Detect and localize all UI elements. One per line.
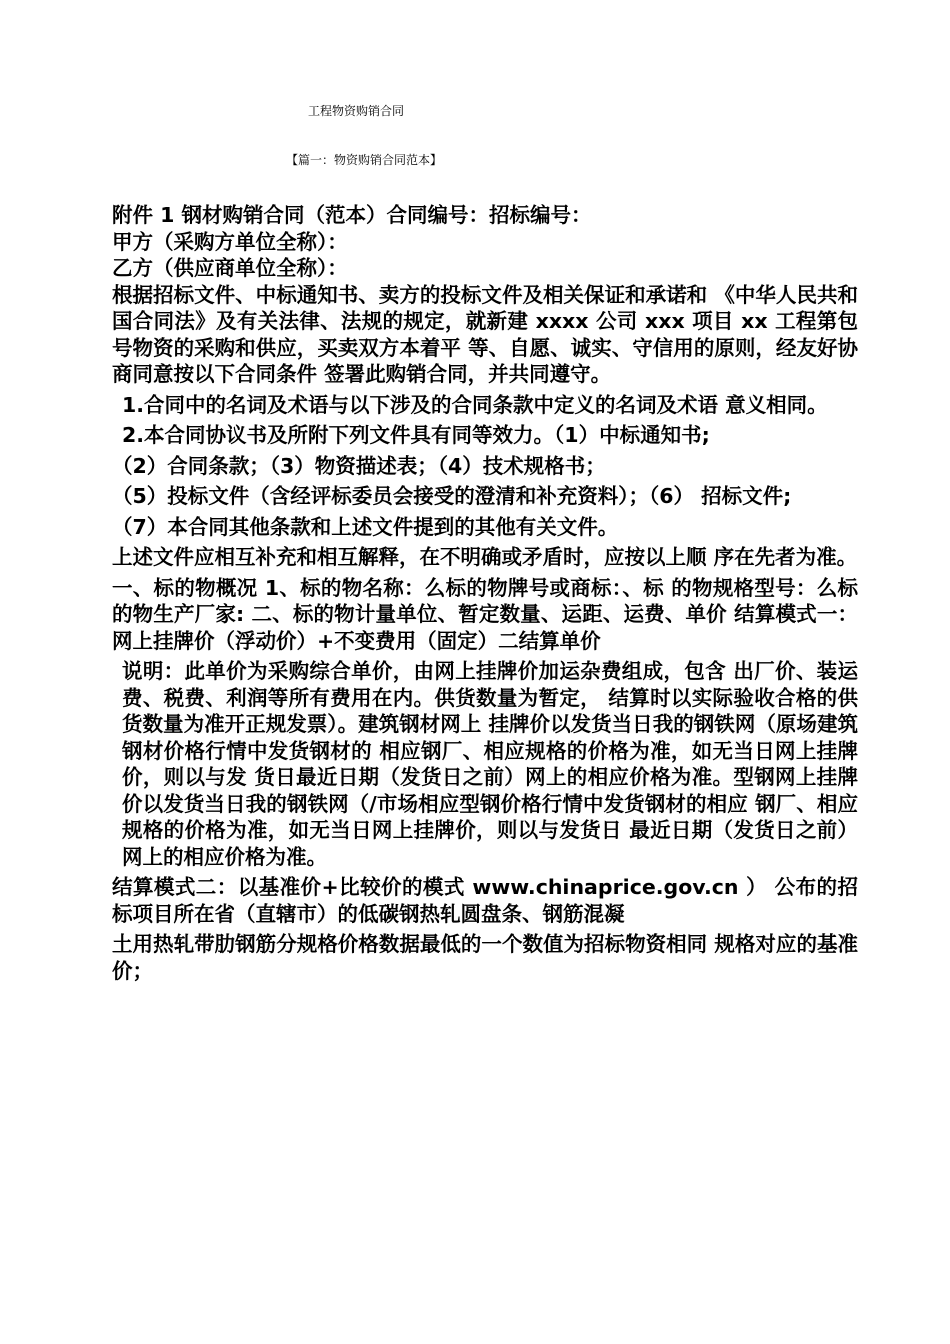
document-list-line-3: （5）投标文件（含经评标委员会接受的澄清和补充资料）；（6） 招标文件; bbox=[112, 484, 792, 508]
party-b-line: 乙方（供应商单位全称）： bbox=[112, 256, 348, 280]
party-a-line: 甲方（采购方单位全称）： bbox=[112, 229, 348, 254]
document-body bbox=[112, 202, 858, 988]
contract-number-line: 附件 1 钢材购销合同（范本）合同编号：招标编号： bbox=[112, 203, 592, 227]
preamble-paragraph: 根据招标文件、中标通知书、卖方的投标文件及相关保证和承诺和 《中华人民共和国合同法》及有关法律、法规的规定，就新建 xxxx 公司 xxx 项目 xx 工程第包号物资的采购和供应，买卖双方本着平 等、自愿、诚实、守信用的原则，经友好协商同意按以下合同条件 签署此购销合同，并共同遵守。 bbox=[112, 282, 858, 386]
document-list-line-2: （2）合同条款；（3）物资描述表；（4）技术规格书； bbox=[112, 453, 606, 478]
clause-2-paragraph: 2.本合同协议书及所附下列文件具有同等效力。（1）中标通知书; bbox=[122, 423, 710, 447]
explanation-paragraph: 说明：此单价为采购综合单价，由网上挂牌价加运杂费组成，包含 出厂价、装运费、税费、利润等所有费用在内。供货数量为暂定， 结算时以实际验收合格的供货数量为准开正规发票）。建筑钢材网上 挂牌价以发货当日我的钢铁网（原场建筑钢材价格行情中发货钢材的 相应钢厂、相应规格的价格为准，如无当日网上挂牌价，则以与发 货日最近日期（发货日之前）网上的相应价格为准。型钢网上挂牌 价以发货当日我的钢铁网（/市场相应型钢价格行情中发货钢材的相应 钢厂、相应规格的价格为准，如无当日网上挂牌价，则以与发货日 最近日期（发货日之前）网上的相应价格为准。 bbox=[122, 659, 858, 869]
document-title: 工程物资购销合同 bbox=[308, 104, 405, 118]
settlement-mode-2-paragraph: 结算模式二：以基准价+比较价的模式 www.chinaprice.gov.cn ） 公布的招标项目所在省（直辖市）的低碳钢热轧圆盘条、钢筋混凝 bbox=[112, 875, 858, 926]
document-list-line-4: （7）本合同其他条款和上述文件提到的其他有关文件。 bbox=[112, 514, 619, 539]
subject-overview-paragraph: 一、标的物概况 1、标的物名称：么标的物牌号或商标：、标 的物规格型号：么标的物生产厂家: 二、标的物计量单位、暂定数量、运距、运费、单价 结算模式一：网上挂牌价（浮动价）+不变费用（固定）二结算单价 bbox=[112, 575, 858, 653]
clause-1-paragraph: 1.合同中的名词及术语与以下涉及的合同条款中定义的名词及术语 意义相同。 bbox=[122, 392, 828, 417]
base-price-paragraph: 土用热轧带肋钢筋分规格价格数据最低的一个数值为招标物资相同 规格对应的基准价； bbox=[112, 932, 858, 983]
precedence-paragraph: 上述文件应相互补充和相互解释，在不明确或矛盾时，应按以上顺 序在先者为准。 bbox=[112, 545, 858, 569]
document-subtitle: 【篇一：物资购销合同范本】 bbox=[286, 153, 443, 167]
